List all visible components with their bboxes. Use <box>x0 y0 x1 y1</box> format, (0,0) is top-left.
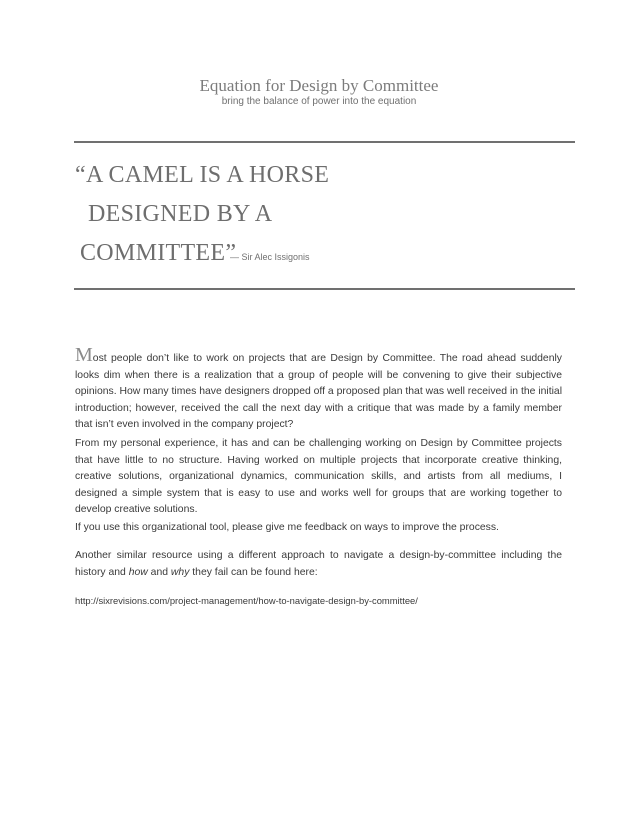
paragraph-intro <box>75 344 562 434</box>
quote-attribution: — Sir Alec Issigonis <box>230 252 310 262</box>
page-subtitle: bring the balance of power into the equation <box>221 96 417 107</box>
top-divider <box>74 141 575 143</box>
quote-line-1: “A CAMEL IS A HORSE <box>75 162 330 188</box>
paragraph-resource <box>75 548 562 581</box>
paragraph-experience: From my personal experience, it has and can be challenging working on Design by Committee projects that have little to no structure. Having worked on multiple projects that incorporate creative thinking, creative solutions, organizational dynamics, communication skills, and artists from all mediums, I designed a simple system that is easy to use and works well for groups that are working together to develop creative solutions. <box>75 438 562 516</box>
resource-text-a: Another similar resource using a different approach to navigate a design-by-committee including the history and <box>75 550 562 578</box>
page-title: Equation for Design by Committee <box>199 76 439 95</box>
emphasis-why: why <box>170 566 190 578</box>
quote-line-2: DESIGNED BY A <box>88 201 273 227</box>
resource-text-and: and <box>147 566 171 578</box>
paragraph-intro-text: ost people don’t like to work on projects that are Design by Committee. The road ahead suddenly looks dim when there is a realization that a group of people will be convening to give their subjective opinions. How many times have designers dropped off a proposed plan that was well received in the initial introduction; however, received the call the next day with a critique that was made by a family member that isn’t even involved in the company project? <box>75 353 562 431</box>
resource-link[interactable]: http://sixrevisions.com/project-management/how-to-navigate-design-by-committee/ <box>75 595 418 606</box>
drop-cap: M <box>75 344 93 366</box>
paragraph-feedback: If you use this organizational tool, please give me feedback on ways to improve the process. <box>75 522 499 533</box>
resource-text-b: they fail can be found here: <box>189 566 318 578</box>
bottom-divider <box>74 288 575 290</box>
quote-line-3: COMMITTEE” <box>80 240 237 266</box>
emphasis-how: how <box>128 566 148 578</box>
